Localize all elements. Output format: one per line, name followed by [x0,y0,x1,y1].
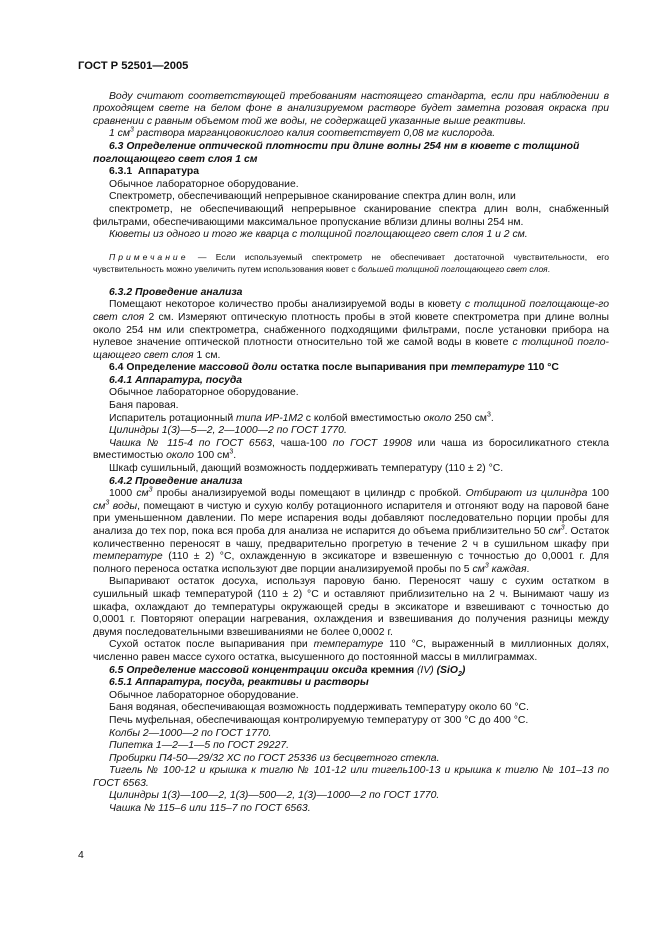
page-number: 4 [78,850,84,861]
standard-header: ГОСТ Р 52501—2005 [78,60,189,72]
section-6-4-heading: 6.4 Определение массовой доли остатка после выпаривания при температуре 110 °С [109,362,559,374]
equipment-item: Обычное лабораторное оборудование. [109,387,299,399]
paragraph-6-3-2: Помещают некоторое количество пробы анализируемой воды в кювету с толщиной поглощающе-го свет слоя 2 см. Измеряют оптическую плотность пробы в этой кювете спектрометра при длине волны около 254 нм или спектрометра, снабженного подходящими фильтрами, после установки прибора на нулевое значение оптической плотности относительно той же самой воды в кювете с толщиной погло-щающего свет слоя 1 см. [93,299,609,361]
equipment-item: Обычное лабораторное оборудование. [109,178,299,190]
equipment-item: Пробирки П4-50—29/32 ХС по ГОСТ 25336 из бесцветного стекла. [109,752,440,764]
note: Примечание — Если используемый спектрометр не обеспечивает достаточной чувствительности, его чувствительность можно увеличить путем использования кювет с большей толщиной поглощающего свет слоя. [93,251,609,274]
equipment-item: Испаритель ротационный типа ИР-1М2 с колбой вместимостью около 250 $см^3$. [109,411,494,424]
section-6-4-2-heading: 6.4.2 Проведение анализа [109,475,243,487]
equipment-item: Пипетка 1—2—1—5 по ГОСТ 29227. [109,740,290,752]
equipment-item: Колбы 2—1000—2 по ГОСТ 1770. [109,727,272,739]
equipment-item: Чашка № 115–6 или 115–7 по ГОСТ 6563. [109,803,311,815]
section-6-5-heading: 6.5 Определение массовой концентрации оксида кремния (IV) (SiO$_2$) [109,664,466,678]
equipment-item: Баня паровая. [109,400,179,412]
paragraph-water-criteria: Воду считают соответствующей требованиям настоящего стандарта, если при наблюдении в проходящем свете на белом фоне в анализируемом растворе будет заметна розовая окраска при сравнении с равным объемом той же воды, не содержащей указанные выше реактивы. [93,90,609,127]
equipment-item: Баня водяная, обеспечивающая возможность поддерживать температуру около 60 °С. [109,702,529,714]
equipment-item: Чашка № 115-4 по ГОСТ 6563, чаша-100 по ГОСТ 19908 или чаша из боросиликатного стекла вместимостью около 100 $см^3$. [93,437,609,462]
section-6-3-2-heading: 6.3.2 Проведение анализа [109,286,243,298]
equipment-item: Печь муфельная, обеспечивающая контролируемую температуру от 300 °С до 400 °С. [109,714,529,726]
paragraph-permanganate: 1 $см^3$ раствора марганцовокислого калия соответствует 0,08 мг кислорода. [109,126,496,140]
equipment-item: спектрометр, не обеспечивающий непрерывное сканирование спектра длин волн, снабженный фильтрами, обеспечивающими максимальное пропускание вблизи длины волны 254 нм. [93,203,609,228]
equipment-item: Цилиндры 1(3)—5—2, 2—1000—2 по ГОСТ 1770. [109,425,347,437]
note-label: Примечание [109,251,189,262]
equipment-item: Кюветы из одного и того же кварца с толщиной поглощающего свет слоя 1 и 2 см. [109,229,528,241]
equipment-item: Тигель № 100-12 и крышка к тиглю № 101-12 или тигель100-13 и крышка к тиглю № 101–13 по ГОСТ 6563. [93,765,609,789]
section-6-5-1-heading: 6.5.1 Аппаратура, посуда, реактивы и растворы [109,677,369,689]
paragraph-6-4-2-result: Сухой остаток после выпаривания при температуре 110 °С, выраженный в миллионных долях, численно равен массе сухого остатка, высушенного до постоянной массы в миллиграммах. [93,639,609,663]
paragraph-6-4-2-procedure: 1000 $см^3$ пробы анализируемой воды помещают в цилиндр с пробкой. Отбирают из цилиндра 100 $см^3$ воды, помещают в чистую и сухую колбу ротационного испарителя и отгоняют воду на паровой бане при уменьшенном давлении. По мере испарения воды добавляют последовательно порции пробы для анализа до тех пор, пока вся проба для анализа не испарится до объема приблизительно 50 $см^3$. Остаток количественно переносят в чашу, предварительно прогретую в течение 2 ч в сушильном шкафу при температуре (110 ± 2) °С, охлажденную в эксикаторе и взвешенную с точностью до 0,0001 г. Для полного переноса остатка используют две порции анализируемой пробы по 5 $см^3$ каждая. [93,486,610,575]
paragraph-6-4-2-drying: Выпаривают остаток досуха, используя паровую баню. Переносят чашу с сухим остатком в сушильный шкаф температурой (110 ± 2) °С и оставляют приблизительно на 2 ч. Вынимают чашу из шкафа, охлаждают до температуры окружающей среды в эксикаторе и взвешивают с точностью до 0,0001 г. Повторяют операции нагревания, охлаждения и взвешивания до получения разницы между двумя последовательными взвешиваниями не более 0,0002 г. [93,576,609,638]
section-6-3-1-heading: 6.3.1 Аппаратура [109,166,199,178]
equipment-item: Спектрометр, обеспечивающий непрерывное сканирование спектра длин волн, или [109,191,516,203]
equipment-item: Цилиндры 1(3)—100—2, 1(3)—500—2, 1(3)—1000—2 по ГОСТ 1770. [109,790,440,802]
equipment-item: Шкаф сушильный, дающий возможность поддерживать температуру (110 ± 2) °С. [109,463,504,475]
section-6-4-1-heading: 6.4.1 Аппаратура, посуда [109,374,243,386]
equipment-item: Обычное лабораторное оборудование. [109,689,299,701]
section-6-3-heading: 6.3 Определение оптической плотности при длине волны 254 нм в кювете с толщиной поглощающего свет слоя 1 см [93,140,580,165]
